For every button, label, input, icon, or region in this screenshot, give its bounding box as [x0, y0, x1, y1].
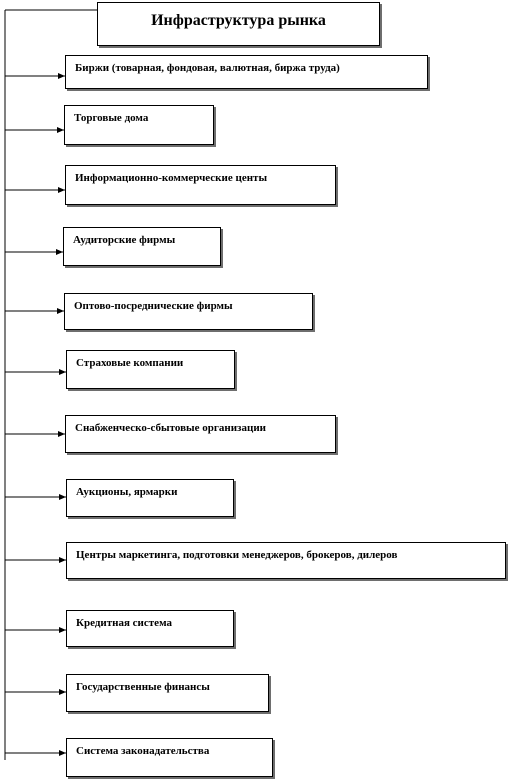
- item-label: Кредитная система: [76, 617, 172, 629]
- item-box: [66, 350, 235, 389]
- item-label: Торговые дома: [74, 112, 149, 124]
- item-box: [63, 227, 221, 266]
- item-box: [65, 55, 428, 89]
- diagram-title: Инфраструктура рынка: [97, 2, 380, 46]
- item-label: Страховые компании: [76, 357, 184, 369]
- item-box: [65, 415, 336, 453]
- item-label: Снабженческо-сбытовые организации: [75, 422, 266, 434]
- item-label: Аукционы, ярмарки: [76, 486, 178, 498]
- item-box: [66, 479, 234, 517]
- arrow-group: [5, 76, 66, 753]
- item-box: [64, 293, 313, 330]
- item-box: [66, 674, 269, 712]
- item-label: Биржи (товарная, фондовая, валютная, биржа труда): [75, 62, 340, 74]
- item-box: [64, 105, 214, 145]
- item-label: Система законадательства: [76, 745, 210, 757]
- item-label: Аудиторские фирмы: [73, 234, 176, 246]
- item-box: [66, 610, 234, 647]
- item-box: [66, 738, 273, 777]
- item-label: Центры маркетинга, подготовки менеджеров, брокеров, дилеров: [76, 549, 398, 561]
- item-label: Информационно-коммерческие центы: [75, 172, 268, 184]
- item-label: Государственные финансы: [76, 681, 210, 693]
- item-box: [66, 542, 506, 579]
- item-label: Оптово-посреднические фирмы: [74, 300, 233, 312]
- item-box: [65, 165, 336, 205]
